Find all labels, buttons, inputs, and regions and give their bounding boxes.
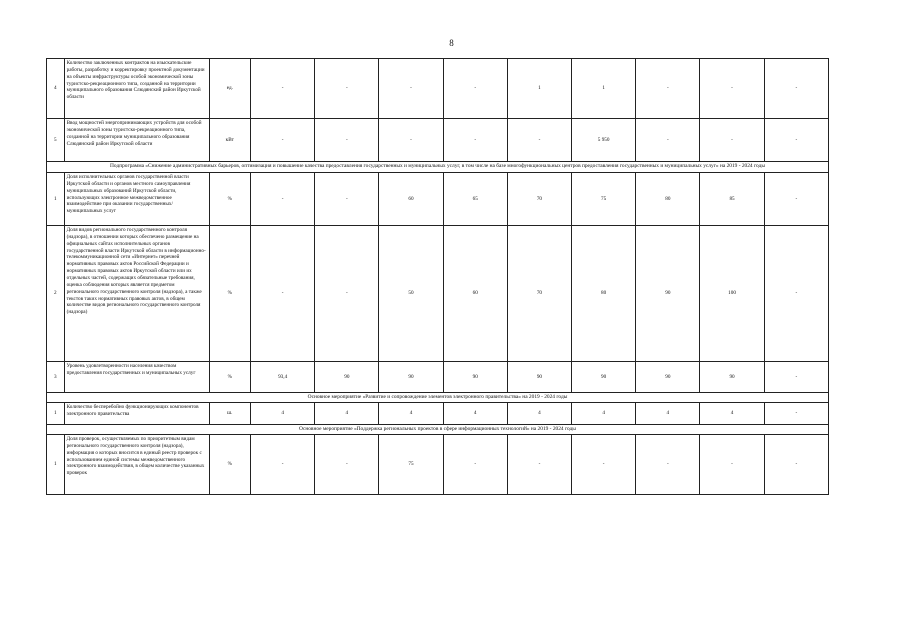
section-header-row (47, 162, 829, 173)
value-cell: - (443, 119, 507, 162)
row-number: 2 (47, 226, 65, 362)
value-cell: 65 (443, 173, 507, 226)
value-cell: - (764, 362, 828, 393)
table-row (47, 59, 829, 119)
indicator-name: Доля проверок, осуществляемых по приоритетным видам регионального государственного контроля (надзора), информация о которых вносится в единый реестр проверок с использованием единой системы межведомственного электронного взаимодействия, в общем количестве указанных проверок (64, 435, 209, 495)
value-cell: 1 (507, 59, 571, 119)
value-cell: - (315, 119, 379, 162)
indicator-name: Количество заключенных контрактов на изыскательские работы, разработку и корректировку проектной документации на объекты инфраструктуры особой экономической зоны туристско-рекреационного типа, созданной на территории муниципального образования Слюдянский район Иркутской области (64, 59, 209, 119)
indicators-table (46, 58, 829, 495)
value-cell: - (764, 226, 828, 362)
unit-cell: кВт (209, 119, 250, 162)
value-cell: 4 (315, 403, 379, 425)
value-cell: 70 (507, 226, 571, 362)
unit-cell: ш. (209, 403, 250, 425)
value-cell: - (251, 173, 315, 226)
value-cell: 100 (700, 226, 764, 362)
unit-cell: % (209, 173, 250, 226)
value-cell: - (700, 59, 764, 119)
row-number: 5 (47, 119, 65, 162)
section-header-row (47, 425, 829, 435)
table-row (47, 226, 829, 362)
value-cell: - (251, 226, 315, 362)
value-cell: 5 950 (572, 119, 636, 162)
value-cell: 4 (443, 403, 507, 425)
row-number: 1 (47, 403, 65, 425)
value-cell: 4 (572, 403, 636, 425)
value-cell: - (507, 119, 571, 162)
value-cell: 93,4 (251, 362, 315, 393)
value-cell: - (764, 403, 828, 425)
indicator-name: Доля видов регионального государственного контроля (надзора), в отношении которых обеспечено размещение на официальных сайтах исполнительных органов государственной власти Иркутской области в информационно-телекоммуникационной сети «Интернет» перечней нормативных правовых актов Российской Федерации и нормативных правовых актов Иркутской области или их отдельных частей, содержащих обязательные требования, оценка соблюдения которых является предметом регионального государственного контроля (надзора), а также текстов таких нормативных правовых актов, в общем количестве видов регионального государственного контроля (надзора) (64, 226, 209, 362)
value-cell: 90 (700, 362, 764, 393)
value-cell: 75 (379, 435, 443, 495)
value-cell: - (700, 119, 764, 162)
value-cell: - (251, 59, 315, 119)
unit-cell: % (209, 362, 250, 393)
table-row (47, 173, 829, 226)
value-cell: 90 (636, 362, 700, 393)
value-cell: - (443, 435, 507, 495)
value-cell: 4 (700, 403, 764, 425)
value-cell: - (636, 59, 700, 119)
value-cell: - (443, 59, 507, 119)
value-cell: 85 (700, 173, 764, 226)
indicator-name: Уровень удовлетворенности населения качеством предоставления государственных и муниципальных услуг (64, 362, 209, 393)
value-cell: 1 (572, 59, 636, 119)
value-cell: 80 (572, 226, 636, 362)
value-cell: 90 (507, 362, 571, 393)
value-cell: - (764, 59, 828, 119)
value-cell: 90 (443, 362, 507, 393)
value-cell: - (379, 59, 443, 119)
value-cell: - (315, 435, 379, 495)
page-number: 8 (449, 38, 454, 48)
indicator-name: Доля исполнительных органов государственной власти Иркутской области и органов местного самоуправления муниципальных образований Иркутской области, использующих электронное межведомственное взаимодействие при оказании государственных/муниципальных услуг (64, 173, 209, 226)
value-cell: - (764, 173, 828, 226)
value-cell: 80 (636, 173, 700, 226)
unit-cell: % (209, 226, 250, 362)
value-cell: - (251, 119, 315, 162)
value-cell: 60 (379, 173, 443, 226)
value-cell: - (379, 119, 443, 162)
section-title: Основное мероприятие «Поддержка региональных проектов в сфере информационных технологий» на 2019 - 2024 годы (47, 425, 829, 435)
value-cell: - (636, 119, 700, 162)
table-row (47, 403, 829, 425)
row-number: 1 (47, 435, 65, 495)
indicator-name: Количество бесперебойно функционирующих компонентов электронного правительства (64, 403, 209, 425)
table-row (47, 435, 829, 495)
value-cell: 70 (507, 173, 571, 226)
value-cell: 4 (251, 403, 315, 425)
row-number: 4 (47, 59, 65, 119)
value-cell: - (507, 435, 571, 495)
unit-cell: % (209, 435, 250, 495)
indicator-name: Ввод мощностей энергопринимающих устройств для особой экономической зоны туристско-рекреационного типа, созданной на территории муниципального образования Слюдянский район Иркутской области (64, 119, 209, 162)
value-cell: 90 (572, 362, 636, 393)
value-cell: - (315, 226, 379, 362)
section-title: Основное мероприятие «Развитие и сопровождение элементов электронного правительства» на 2019 - 2024 годы (47, 393, 829, 403)
value-cell: 90 (636, 226, 700, 362)
value-cell: 90 (379, 362, 443, 393)
value-cell: 75 (572, 173, 636, 226)
value-cell: 4 (507, 403, 571, 425)
section-header-row (47, 393, 829, 403)
value-cell: - (764, 119, 828, 162)
value-cell: - (764, 435, 828, 495)
unit-cell: ед. (209, 59, 250, 119)
value-cell: - (315, 173, 379, 226)
value-cell: 60 (443, 226, 507, 362)
value-cell: 4 (379, 403, 443, 425)
value-cell: 50 (379, 226, 443, 362)
value-cell: - (636, 435, 700, 495)
table-row (47, 362, 829, 393)
row-number: 3 (47, 362, 65, 393)
value-cell: - (315, 59, 379, 119)
section-title: Подпрограмма «Снижение административных барьеров, оптимизация и повышение качества предоставления государственных и муниципальных услуг, в том числе на базе многофункциональных центров предоставления государственных и муниципальных услуг» на 2019 - 2024 годы (47, 162, 829, 173)
value-cell: - (251, 435, 315, 495)
table-row (47, 119, 829, 162)
value-cell: - (572, 435, 636, 495)
row-number: 1 (47, 173, 65, 226)
value-cell: 4 (636, 403, 700, 425)
value-cell: 90 (315, 362, 379, 393)
value-cell: - (700, 435, 764, 495)
